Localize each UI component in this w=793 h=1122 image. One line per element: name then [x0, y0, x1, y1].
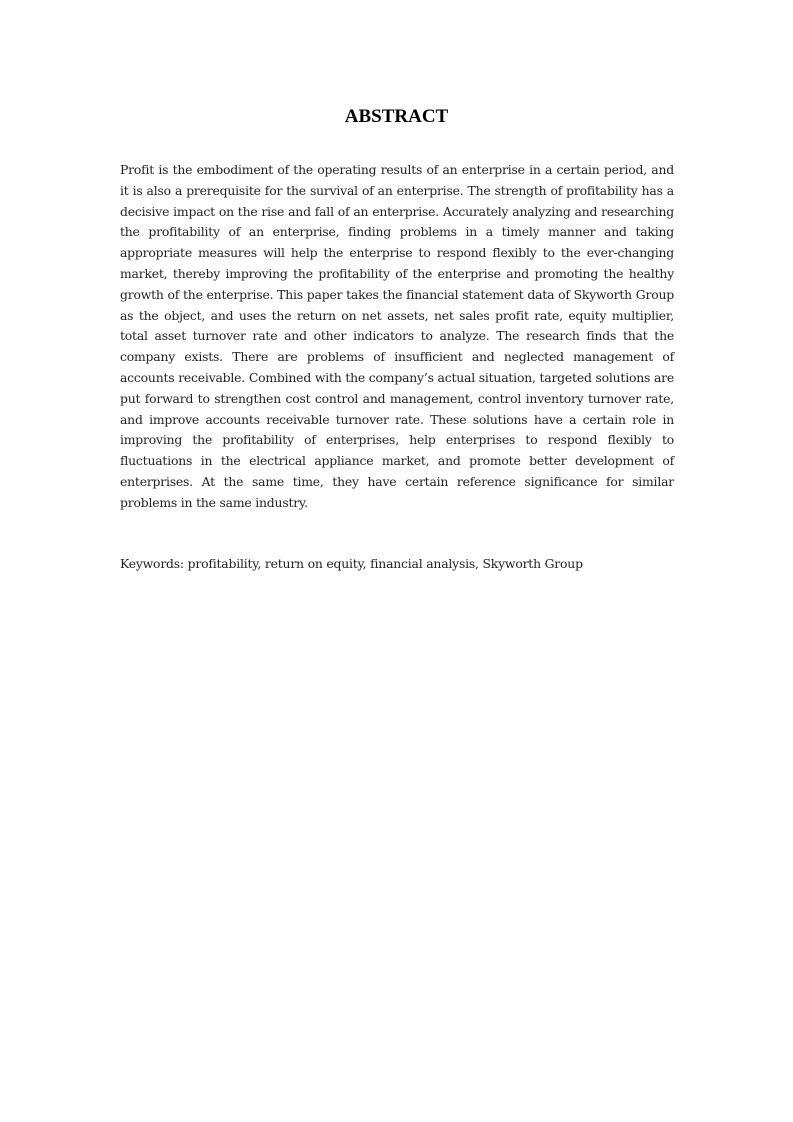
abstract-body: Profit is the embodiment of the operating results of an enterprise in a certain period, and it is also a prerequisite for the survival of an enterprise. The strength of profitability has a decisive impact on the rise and fall of an enterprise. Accurately analyzing and researching the profitability of an enterprise, finding problems in a timely manner and taking appropriate measures will help the enterprise to respond flexibly to the ever-changing market, thereby improving the profitability of the enterprise and promoting the healthy growth of the enterprise. This paper takes the financial statement data of Skyworth Group as the object, and uses the return on net assets, net sales profit rate, equity multiplier, total asset turnover rate and other indicators to analyze. The research finds that the company exists. There are problems of insufficient and neglected management of accounts receivable. Combined with the company’s actual situation, targeted solutions are put forward to strengthen cost control and management, control inventory turnover rate, and improve accounts receivable turnover rate. These solutions have a certain role in improving the profitability of enterprises, help enterprises to respond flexibly to fluctuations in the electrical appliance market, and promote better development of enterprises. At the same time, they have certain reference significance for similar problems in the same industry.	[120, 162, 674, 510]
abstract-title: ABSTRACT	[344, 106, 449, 127]
keywords-line: Keywords: profitability, return on equity, financial analysis, Skyworth Group	[120, 556, 583, 571]
